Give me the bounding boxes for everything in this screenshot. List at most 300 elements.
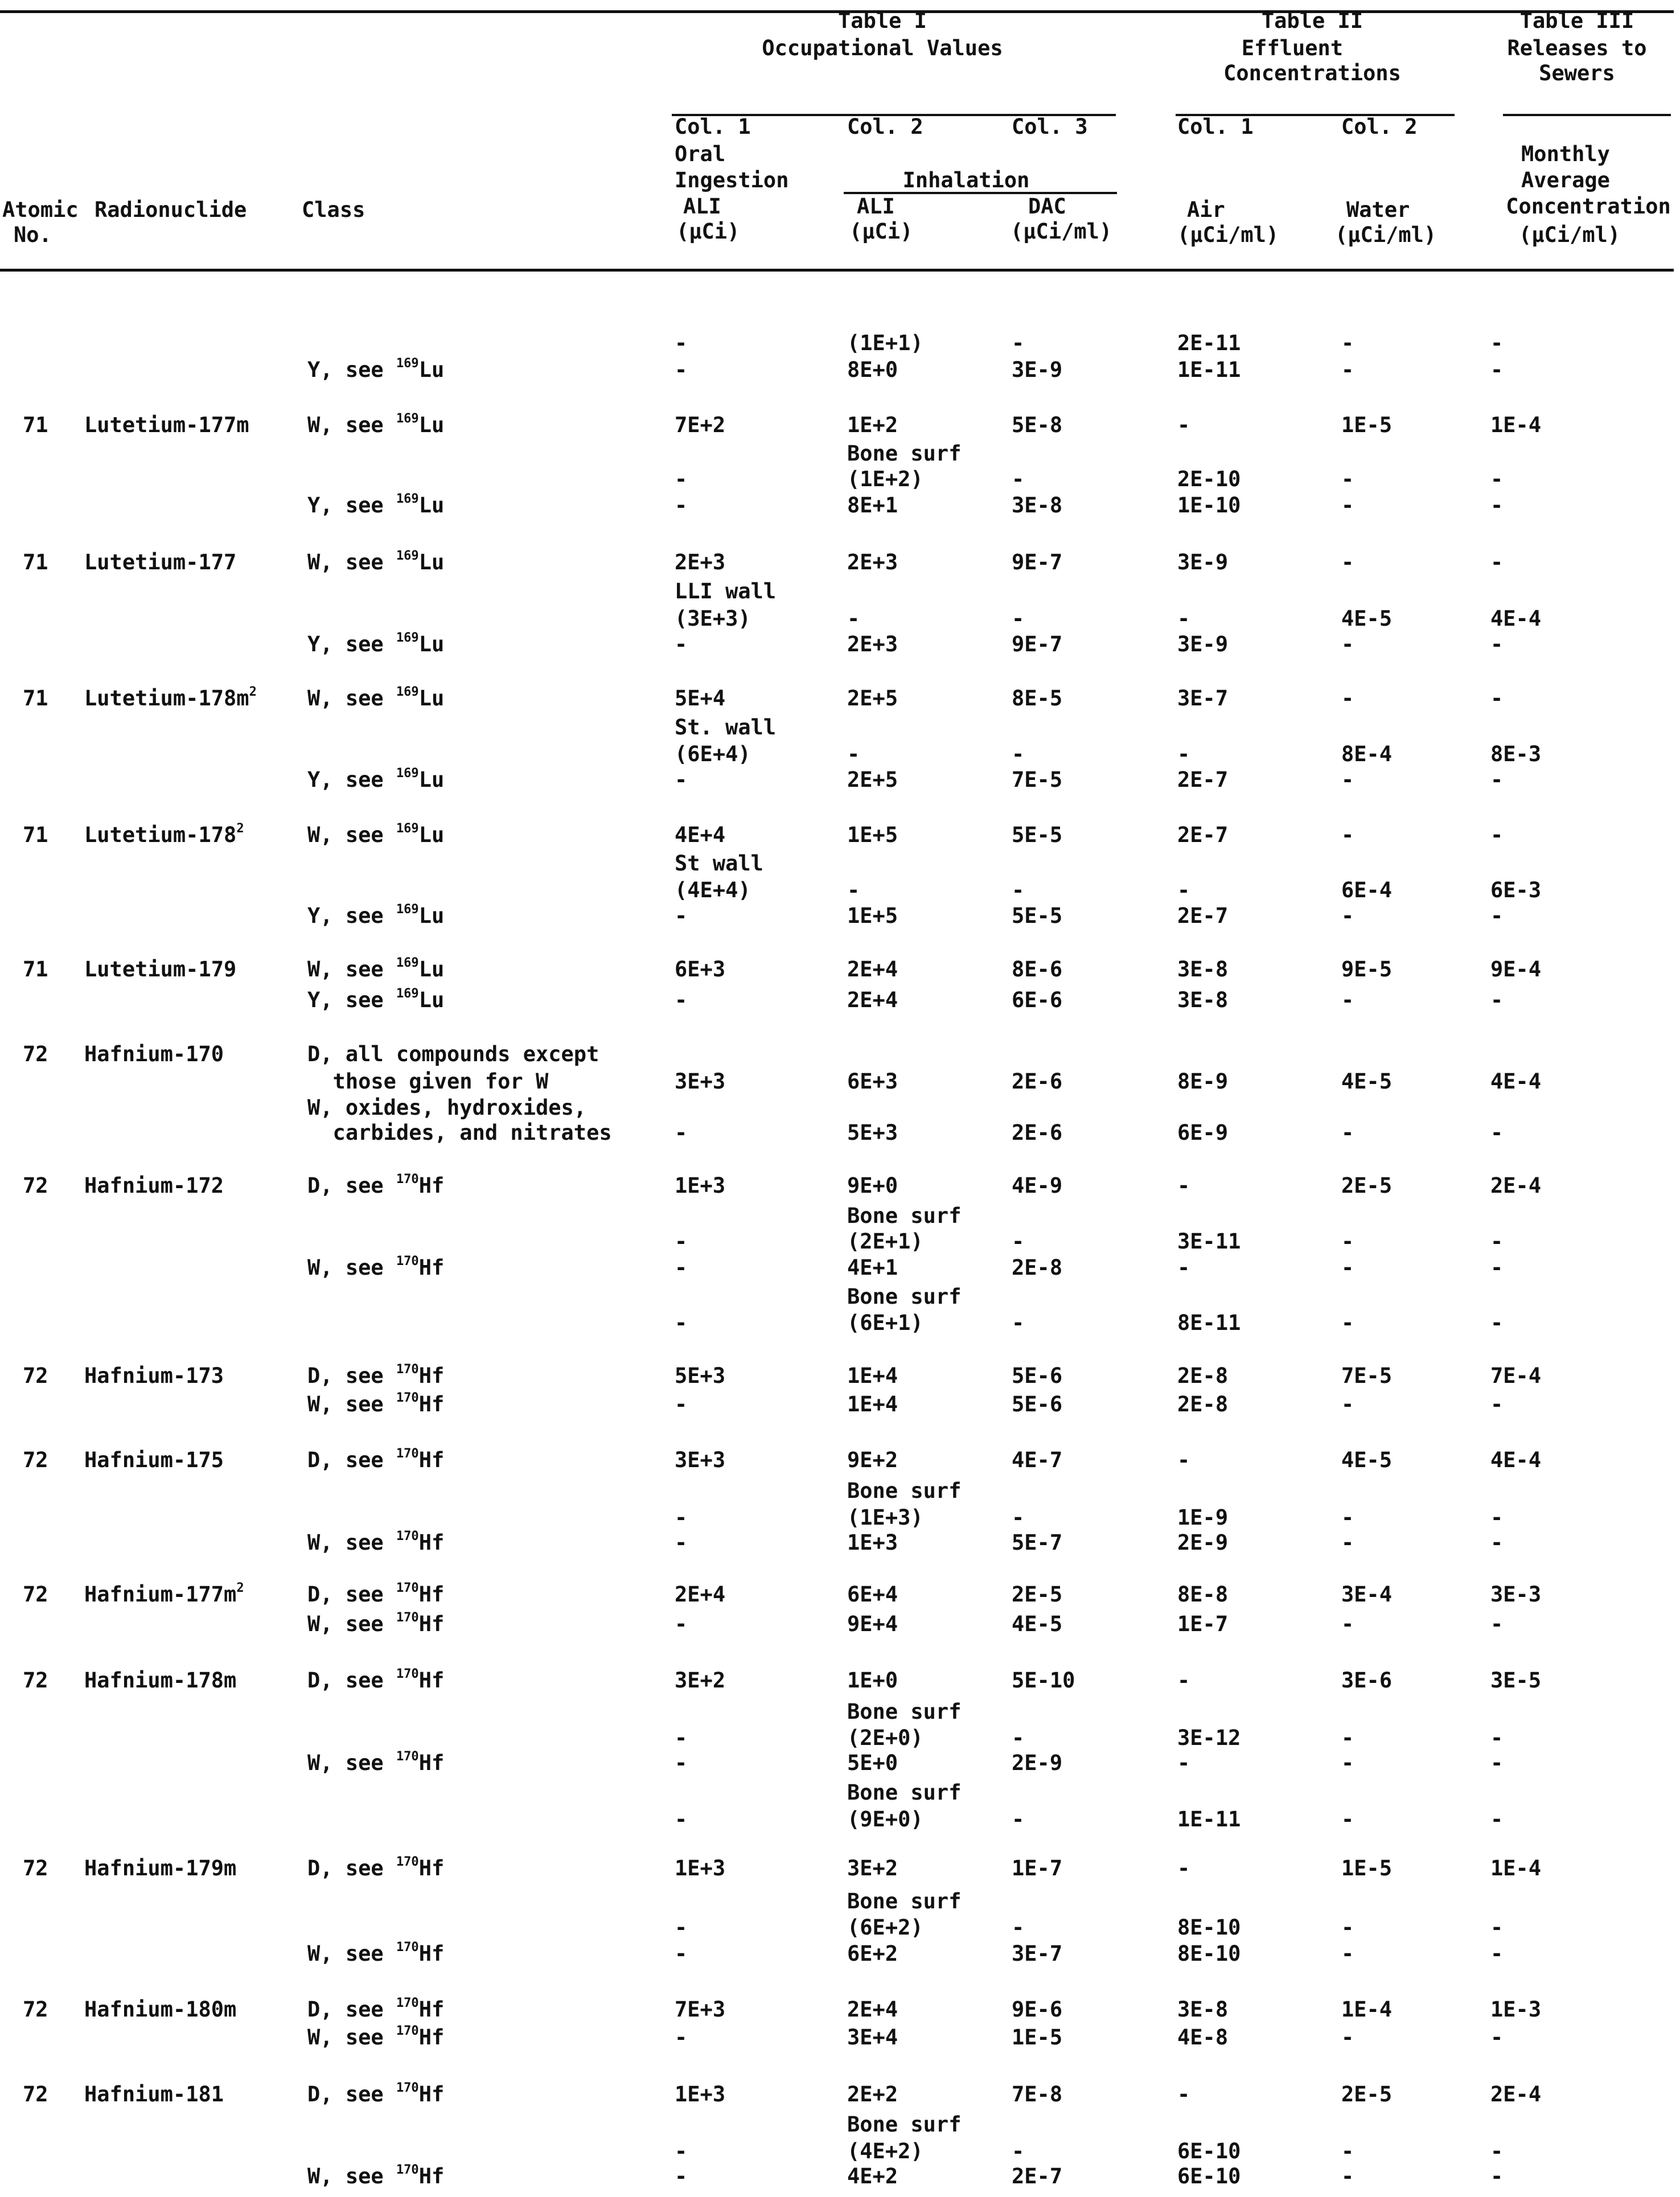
atomic-number-cell: 71 [23,686,48,711]
effluent-water-cell: - [1341,2139,1354,2163]
class-cell: W, see $^{170}$Hf [307,2162,445,2188]
class-cell: W, see $^{170}$Hf [307,2023,445,2050]
sewer-concentration-cell: - [1490,1807,1504,1831]
class-cell: W, see $^{169}$Lu [307,684,445,711]
class-cell: Y, see $^{169}$Lu [307,902,445,928]
inhalation-dac-cell: 4E-5 [1012,1612,1063,1636]
effluent-air-cell: 3E-9 [1177,632,1229,656]
air-unit: (µCi/ml) [1177,223,1279,247]
effluent-water-cell: - [1341,1807,1354,1831]
effluent-air-cell: 3E-8 [1177,1997,1229,2022]
inhalation-ali-cell: 2E+5 [847,686,898,711]
effluent-air-cell: 2E-10 [1177,467,1241,491]
inhalation-ali-cell: (4E+2) [847,2139,923,2163]
effluent-air-cell: - [1177,742,1190,766]
effluent-air-cell: - [1177,606,1190,631]
inhalation-dac-cell: 2E-6 [1012,1069,1063,1094]
inhalation-dac-cell: 2E-6 [1012,1120,1063,1145]
oral-ingestion-ali-cell: - [675,988,688,1012]
table2-line3: Concentrations [1223,61,1401,85]
inhalation-dac-cell: 2E-5 [1012,1582,1063,1607]
class-cell: D, see $^{170}$Hf [307,1666,445,1693]
inhalation-ali-cell: - [847,742,860,766]
effluent-water-cell: 1E-4 [1341,1997,1393,2022]
oral-ingestion-ali-cell: 5E+4 [675,686,726,711]
inhalation-ali-cell: (6E+1) [847,1311,923,1335]
atomic-number-cell: 72 [23,1668,48,1693]
inhalation-dac-cell: - [1012,606,1025,631]
radionuclide-cell: Hafnium-173 [84,1364,224,1388]
effluent-air-cell: 4E-8 [1177,2025,1229,2050]
atomic-number-cell: 72 [23,1364,48,1388]
effluent-air-cell: 3E-8 [1177,988,1229,1012]
inhalation-ali-cell: (9E+0) [847,1807,923,1831]
oral-ingestion-ali-cell: - [675,1807,688,1831]
oral-ingestion-ali-cell: 4E+4 [675,823,726,847]
oral-ingestion-ali-cell: 3E+2 [675,1668,726,1693]
sewer-concentration-cell: - [1490,1255,1504,1280]
oral-ingestion-ali-cell: - [675,1612,688,1636]
effluent-air-cell: 2E-11 [1177,331,1241,355]
effluent-air-cell: 2E-8 [1177,1392,1229,1416]
t2-col2-label: Col. 2 [1341,114,1418,139]
oral-ingestion-ali-cell: - [675,1255,688,1280]
sewer-concentration-cell: - [1490,904,1504,928]
oral-ingestion-ali-cell: - [675,904,688,928]
effluent-water-cell: - [1341,331,1354,355]
inhalation-dac-cell: 9E-7 [1012,632,1063,656]
inhalation-ali-cell: 2E+2 [847,2082,898,2106]
ingestion-label: Ingestion [675,168,789,192]
sewer-concentration-cell: - [1490,1229,1504,1254]
sewer-concentration-cell: - [1490,686,1504,711]
inhalation-ali-cell: 5E+0 [847,1751,898,1775]
t1-col1-label: Col. 1 [675,114,751,139]
inhalation-ali-cell: Bone surf [847,1479,962,1503]
class-cell: D, see $^{170}$Hf [307,1362,445,1388]
effluent-water-cell: - [1341,1612,1354,1636]
effluent-water-cell: 4E-5 [1341,1069,1393,1094]
effluent-water-cell: - [1341,686,1354,711]
sewer-concentration-cell: 4E-4 [1490,606,1542,631]
inhalation-ali-cell: 1E+4 [847,1364,898,1388]
class-cell: W, see $^{170}$Hf [307,1390,445,1416]
inhalation-dac-cell: 8E-6 [1012,957,1063,982]
inhalation-dac-cell: 7E-5 [1012,767,1063,792]
class-cell: D, see $^{170}$Hf [307,1854,445,1880]
class-cell: Y, see $^{169}$Lu [307,491,445,518]
radionuclide-cell: Lutetium-177 [84,550,237,574]
class-cell: D, see $^{170}$Hf [307,1580,445,1607]
class-cell: W, see $^{169}$Lu [307,548,445,574]
oral-ingestion-ali-cell: - [675,1941,688,1966]
class-cell: D, see $^{170}$Hf [307,2080,445,2106]
sewer-concentration-cell: 9E-4 [1490,957,1542,982]
inhalation-dac-cell: - [1012,1807,1025,1831]
table1-title: Table I [838,9,927,33]
inhalation-ali-cell: (1E+3) [847,1505,923,1530]
inhalation-dac-cell: 5E-5 [1012,904,1063,928]
effluent-water-cell: 2E-5 [1341,1173,1393,1198]
water-unit: (µCi/ml) [1335,223,1437,247]
effluent-air-cell: 1E-7 [1177,1612,1229,1636]
effluent-air-cell: 2E-8 [1177,1364,1229,1388]
sewer-concentration-cell: - [1490,467,1504,491]
inhalation-ali-cell: 8E+0 [847,358,898,382]
inhalation-ali-cell: 3E+4 [847,2025,898,2050]
inhalation-ali-cell: 4E+1 [847,1255,898,1280]
sewer-concentration-cell: - [1490,1941,1504,1966]
table3-line3: Sewers [1539,61,1615,85]
inhalation-dac-cell: 2E-7 [1012,2164,1063,2188]
class-cell: W, see $^{170}$Hf [307,1610,445,1636]
radionuclide-cell: Hafnium-172 [84,1173,224,1198]
effluent-water-cell: - [1341,1311,1354,1335]
inhalation-dac-cell: 5E-6 [1012,1364,1063,1388]
effluent-air-cell: 2E-7 [1177,767,1229,792]
inhalation-dac-cell: - [1012,878,1025,902]
effluent-water-cell: - [1341,823,1354,847]
inhalation-ali-unit: (µCi) [849,219,913,244]
oral-ingestion-ali-cell: - [675,1505,688,1530]
effluent-air-cell: 8E-11 [1177,1311,1241,1335]
effluent-water-cell: - [1341,904,1354,928]
inhalation-ali-cell: 1E+0 [847,1668,898,1693]
radionuclide-cell: Hafnium-180m [84,1997,237,2022]
effluent-air-cell: 1E-11 [1177,358,1241,382]
effluent-air-cell: 3E-7 [1177,686,1229,711]
class-cell: carbides, and nitrates [307,1120,612,1145]
effluent-water-cell: 7E-5 [1341,1364,1393,1388]
inhalation-ali-cell: (2E+1) [847,1229,923,1254]
inhalation-dac-cell: 5E-6 [1012,1392,1063,1416]
effluent-air-cell: - [1177,2082,1190,2106]
sewer-concentration-cell: 1E-4 [1490,413,1542,437]
concentration-label: Concentration [1506,194,1671,219]
inhalation-ali-cell: 8E+1 [847,493,898,518]
effluent-water-cell: - [1341,1751,1354,1775]
sewer-concentration-cell: - [1490,1726,1504,1750]
sewer-concentration-cell: - [1490,2164,1504,2188]
atomic-number-cell: 71 [23,957,48,982]
effluent-water-cell: 1E-5 [1341,413,1393,437]
table2-title: Table II [1261,9,1363,33]
inhalation-dac-cell: 6E-6 [1012,988,1063,1012]
sewer-unit: (µCi/ml) [1519,223,1621,247]
effluent-water-cell: 3E-4 [1341,1582,1393,1607]
sewer-concentration-cell: 1E-4 [1490,1856,1542,1880]
sewer-concentration-cell: 2E-4 [1490,1173,1542,1198]
inhalation-dac-cell: - [1012,1311,1025,1335]
oral-ingestion-ali-cell: 5E+3 [675,1364,726,1388]
effluent-water-cell: - [1341,2025,1354,2050]
effluent-air-cell: 2E-7 [1177,823,1229,847]
effluent-air-cell: 3E-8 [1177,957,1229,982]
effluent-water-cell: - [1341,1941,1354,1966]
class-cell: Y, see $^{169}$Lu [307,986,445,1012]
inhalation-ali-cell: Bone surf [847,441,962,466]
effluent-water-cell: - [1341,467,1354,491]
table1-subtitle: Occupational Values [762,36,1003,60]
inhalation-ali-cell: Bone surf [847,1889,962,1913]
inhalation-dac-cell: - [1012,1726,1025,1750]
oral-ingestion-ali-cell: (4E+4) [675,878,751,902]
effluent-water-cell: - [1341,632,1354,656]
sewer-concentration-cell: - [1490,767,1504,792]
sewer-concentration-cell: - [1490,632,1504,656]
oral-ingestion-ali-cell: 3E+3 [675,1448,726,1472]
oral-ingestion-ali-cell: - [675,331,688,355]
oral-ingestion-ali-cell: - [675,1726,688,1750]
effluent-air-cell: - [1177,1751,1190,1775]
effluent-air-cell: 3E-9 [1177,550,1229,574]
sewer-concentration-cell: - [1490,358,1504,382]
class-cell: D, see $^{170}$Hf [307,1995,445,2022]
inhalation-ali-cell: 3E+2 [847,1856,898,1880]
sewer-concentration-cell: - [1490,1505,1504,1530]
inhalation-ali-cell: Bone surf [847,1284,962,1309]
oral-ingestion-ali-cell: St. wall [675,715,777,740]
inhalation-ali-cell: 2E+3 [847,550,898,574]
sewer-concentration-cell: - [1490,1392,1504,1416]
dac-unit: (µCi/ml) [1011,219,1112,244]
radionuclide-cell: Hafnium-181 [84,2082,224,2106]
dac-label: DAC [1028,194,1066,219]
oral-ingestion-ali-cell: 2E+4 [675,1582,726,1607]
oral-ingestion-ali-cell: - [675,1120,688,1145]
oral-ingestion-ali-cell: - [675,632,688,656]
sewer-concentration-cell: - [1490,1311,1504,1335]
class-cell: Y, see $^{169}$Lu [307,356,445,382]
atomic-number-cell: 71 [23,823,48,847]
sewer-concentration-cell: 4E-4 [1490,1069,1542,1094]
effluent-air-cell: - [1177,1668,1190,1693]
inhalation-dac-cell: - [1012,467,1025,491]
inhalation-ali-cell: Bone surf [847,1699,962,1724]
inhalation-ali-cell: 2E+4 [847,957,898,982]
effluent-water-cell: - [1341,988,1354,1012]
oral-ingestion-ali-cell: - [675,1751,688,1775]
oral-ingestion-ali-cell: 7E+2 [675,413,726,437]
sewer-concentration-cell: - [1490,823,1504,847]
radionuclide-cell: Hafnium-175 [84,1448,224,1472]
sewer-concentration-cell: - [1490,550,1504,574]
sewer-concentration-cell: - [1490,1612,1504,1636]
inhalation-ali-cell: 1E+2 [847,413,898,437]
effluent-water-cell: - [1341,1392,1354,1416]
ingestion-ali-unit: (µCi) [676,219,740,244]
t3-rule [1503,114,1671,116]
inhalation-dac-cell: 9E-6 [1012,1997,1063,2022]
effluent-air-cell: - [1177,1856,1190,1880]
radionuclide-cell: Lutetium-$178^2$ [84,821,244,847]
class-cell: those given for W [307,1069,549,1094]
effluent-water-cell: 6E-4 [1341,878,1393,902]
sewer-concentration-cell: - [1490,493,1504,518]
inhalation-ali-cell: 4E+2 [847,2164,898,2188]
inhalation-ali-cell: - [847,878,860,902]
oral-ingestion-ali-cell: - [675,2139,688,2163]
effluent-water-cell: - [1341,1505,1354,1530]
effluent-water-cell: - [1341,1255,1354,1280]
sewer-concentration-cell: 7E-4 [1490,1364,1542,1388]
inhalation-dac-cell: - [1012,1505,1025,1530]
inhalation-dac-cell: - [1012,1915,1025,1940]
effluent-air-cell: 6E-10 [1177,2139,1241,2163]
inhalation-ali-cell: Bone surf [847,1204,962,1228]
oral-ingestion-ali-cell: LLI wall [675,579,777,603]
oral-ingestion-ali-cell: 3E+3 [675,1069,726,1094]
class-cell: W, see $^{170}$Hf [307,1749,445,1775]
inhalation-ali-cell: (1E+2) [847,467,923,491]
effluent-water-cell: 1E-5 [1341,1856,1393,1880]
oral-ingestion-ali-cell: 2E+3 [675,550,726,574]
inhalation-ali-cell: - [847,606,860,631]
inhalation-ali-cell: 2E+4 [847,1997,898,2022]
sewer-concentration-cell: - [1490,331,1504,355]
class-cell: W, see $^{170}$Hf [307,1940,445,1966]
inhalation-dac-cell: 1E-5 [1012,2025,1063,2050]
inhalation-dac-cell: 4E-9 [1012,1173,1063,1198]
table3-title: Table III [1519,9,1634,33]
atomic-number-cell: 72 [23,1856,48,1880]
sewer-concentration-cell: - [1490,2025,1504,2050]
inhalation-ali-cell: 9E+0 [847,1173,898,1198]
effluent-air-cell: 8E-10 [1177,1941,1241,1966]
effluent-air-cell: 1E-9 [1177,1505,1229,1530]
inhalation-dac-cell: 3E-7 [1012,1941,1063,1966]
ingestion-ali-label: ALI [683,194,721,219]
effluent-air-cell: 1E-11 [1177,1807,1241,1831]
oral-ingestion-ali-cell: - [675,1311,688,1335]
inhalation-ali-cell: 5E+3 [847,1120,898,1145]
class-cell: W, see $^{169}$Lu [307,821,445,847]
effluent-air-cell: 8E-9 [1177,1069,1229,1094]
table2-line2: Effluent [1241,36,1344,60]
sewer-concentration-cell: - [1490,2139,1504,2163]
oral-ingestion-ali-cell: 1E+3 [675,2082,726,2106]
atomic-number-cell: 72 [23,2082,48,2106]
inhalation-dac-cell: - [1012,331,1025,355]
oral-ingestion-ali-cell: - [675,493,688,518]
sewer-concentration-cell: 2E-4 [1490,2082,1542,2106]
atomic-number-cell: 72 [23,1448,48,1472]
oral-ingestion-ali-cell: - [675,767,688,792]
class-cell: D, see $^{170}$Hf [307,1446,445,1472]
effluent-water-cell: - [1341,1915,1354,1940]
oral-ingestion-ali-cell: 7E+3 [675,1997,726,2022]
inhalation-ali-cell: 2E+3 [847,632,898,656]
effluent-water-cell: - [1341,1726,1354,1750]
inhalation-ali-cell: 6E+4 [847,1582,898,1607]
t1-col3-label: Col. 3 [1012,114,1088,139]
effluent-water-cell: 2E-5 [1341,2082,1393,2106]
header-bottom-rule [0,269,1674,272]
class-cell: D, all compounds except [307,1042,599,1066]
radionuclide-cell: Hafnium-179m [84,1856,237,1880]
effluent-water-cell: 4E-5 [1341,606,1393,631]
t2-col1-label: Col. 1 [1177,114,1254,139]
atomic-label: Atomic [2,198,79,222]
inhalation-ali-cell: Bone surf [847,2112,962,2137]
radionuclide-cell: Hafnium-$177m^2$ [84,1580,244,1607]
inhalation-dac-cell: - [1012,2139,1025,2163]
class-cell: W, oxides, hydroxides, [307,1095,587,1120]
effluent-air-cell: 6E-10 [1177,2164,1241,2188]
class-cell: W, see $^{170}$Hf [307,1529,445,1555]
class-cell: Y, see $^{169}$Lu [307,766,445,792]
effluent-water-cell: - [1341,1120,1354,1145]
effluent-air-cell: 2E-7 [1177,904,1229,928]
effluent-air-cell: 3E-11 [1177,1229,1241,1254]
effluent-water-cell: - [1341,550,1354,574]
sewer-concentration-cell: - [1490,1915,1504,1940]
average-label: Average [1521,168,1610,192]
effluent-air-cell: 8E-8 [1177,1582,1229,1607]
inhalation-ali-cell: 6E+3 [847,1069,898,1094]
class-cell: W, see $^{169}$Lu [307,411,445,437]
atomic-number-cell: 72 [23,1042,48,1066]
oral-ingestion-ali-cell: - [675,1392,688,1416]
radionuclide-cell: Hafnium-178m [84,1668,237,1693]
radionuclide-cell: Lutetium-$178m^2$ [84,684,257,711]
effluent-air-cell: 2E-9 [1177,1530,1229,1555]
inhalation-dac-cell: 9E-7 [1012,550,1063,574]
oral-ingestion-ali-cell: 1E+3 [675,1856,726,1880]
radionuclide-cell: Hafnium-170 [84,1042,224,1066]
inhalation-dac-cell: 5E-10 [1012,1668,1075,1693]
inhalation-ali-cell: 1E+3 [847,1530,898,1555]
class-cell: Y, see $^{169}$Lu [307,630,445,656]
effluent-water-cell: - [1341,493,1354,518]
effluent-air-cell: 8E-10 [1177,1915,1241,1940]
table3-line2: Releases to [1507,36,1647,60]
oral-ingestion-ali-cell: - [675,467,688,491]
inhalation-ali-cell: 2E+5 [847,767,898,792]
class-header: Class [302,198,365,222]
effluent-water-cell: 3E-6 [1341,1668,1393,1693]
sewer-concentration-cell: 4E-4 [1490,1448,1542,1472]
effluent-water-cell: - [1341,358,1354,382]
oral-label: Oral [675,142,726,166]
atomic-number-cell: 72 [23,1582,48,1607]
oral-ingestion-ali-cell: - [675,1229,688,1254]
effluent-air-cell: - [1177,1173,1190,1198]
inhalation-ali-label: ALI [857,194,895,219]
inhalation-label: Inhalation [902,168,1030,192]
inhalation-dac-cell: - [1012,1229,1025,1254]
effluent-water-cell: 4E-5 [1341,1448,1393,1472]
atomic-number-cell: 71 [23,413,48,437]
oral-ingestion-ali-cell: 1E+3 [675,1173,726,1198]
effluent-air-cell: - [1177,1255,1190,1280]
inhalation-dac-cell: 1E-7 [1012,1856,1063,1880]
inhalation-ali-cell: 1E+5 [847,904,898,928]
oral-ingestion-ali-cell: - [675,2164,688,2188]
class-cell: D, see $^{170}$Hf [307,1172,445,1198]
inhalation-dac-cell: 7E-8 [1012,2082,1063,2106]
effluent-water-cell: - [1341,1530,1354,1555]
effluent-air-cell: - [1177,1448,1190,1472]
class-cell: W, see $^{169}$Lu [307,955,445,982]
oral-ingestion-ali-cell: - [675,1915,688,1940]
inhalation-ali-cell: (6E+2) [847,1915,923,1940]
sewer-concentration-cell: 3E-3 [1490,1582,1542,1607]
radionuclide-cell: Lutetium-177m [84,413,249,437]
inhalation-ali-cell: 9E+4 [847,1612,898,1636]
inhalation-ali-cell: 1E+4 [847,1392,898,1416]
oral-ingestion-ali-cell: (3E+3) [675,606,751,631]
